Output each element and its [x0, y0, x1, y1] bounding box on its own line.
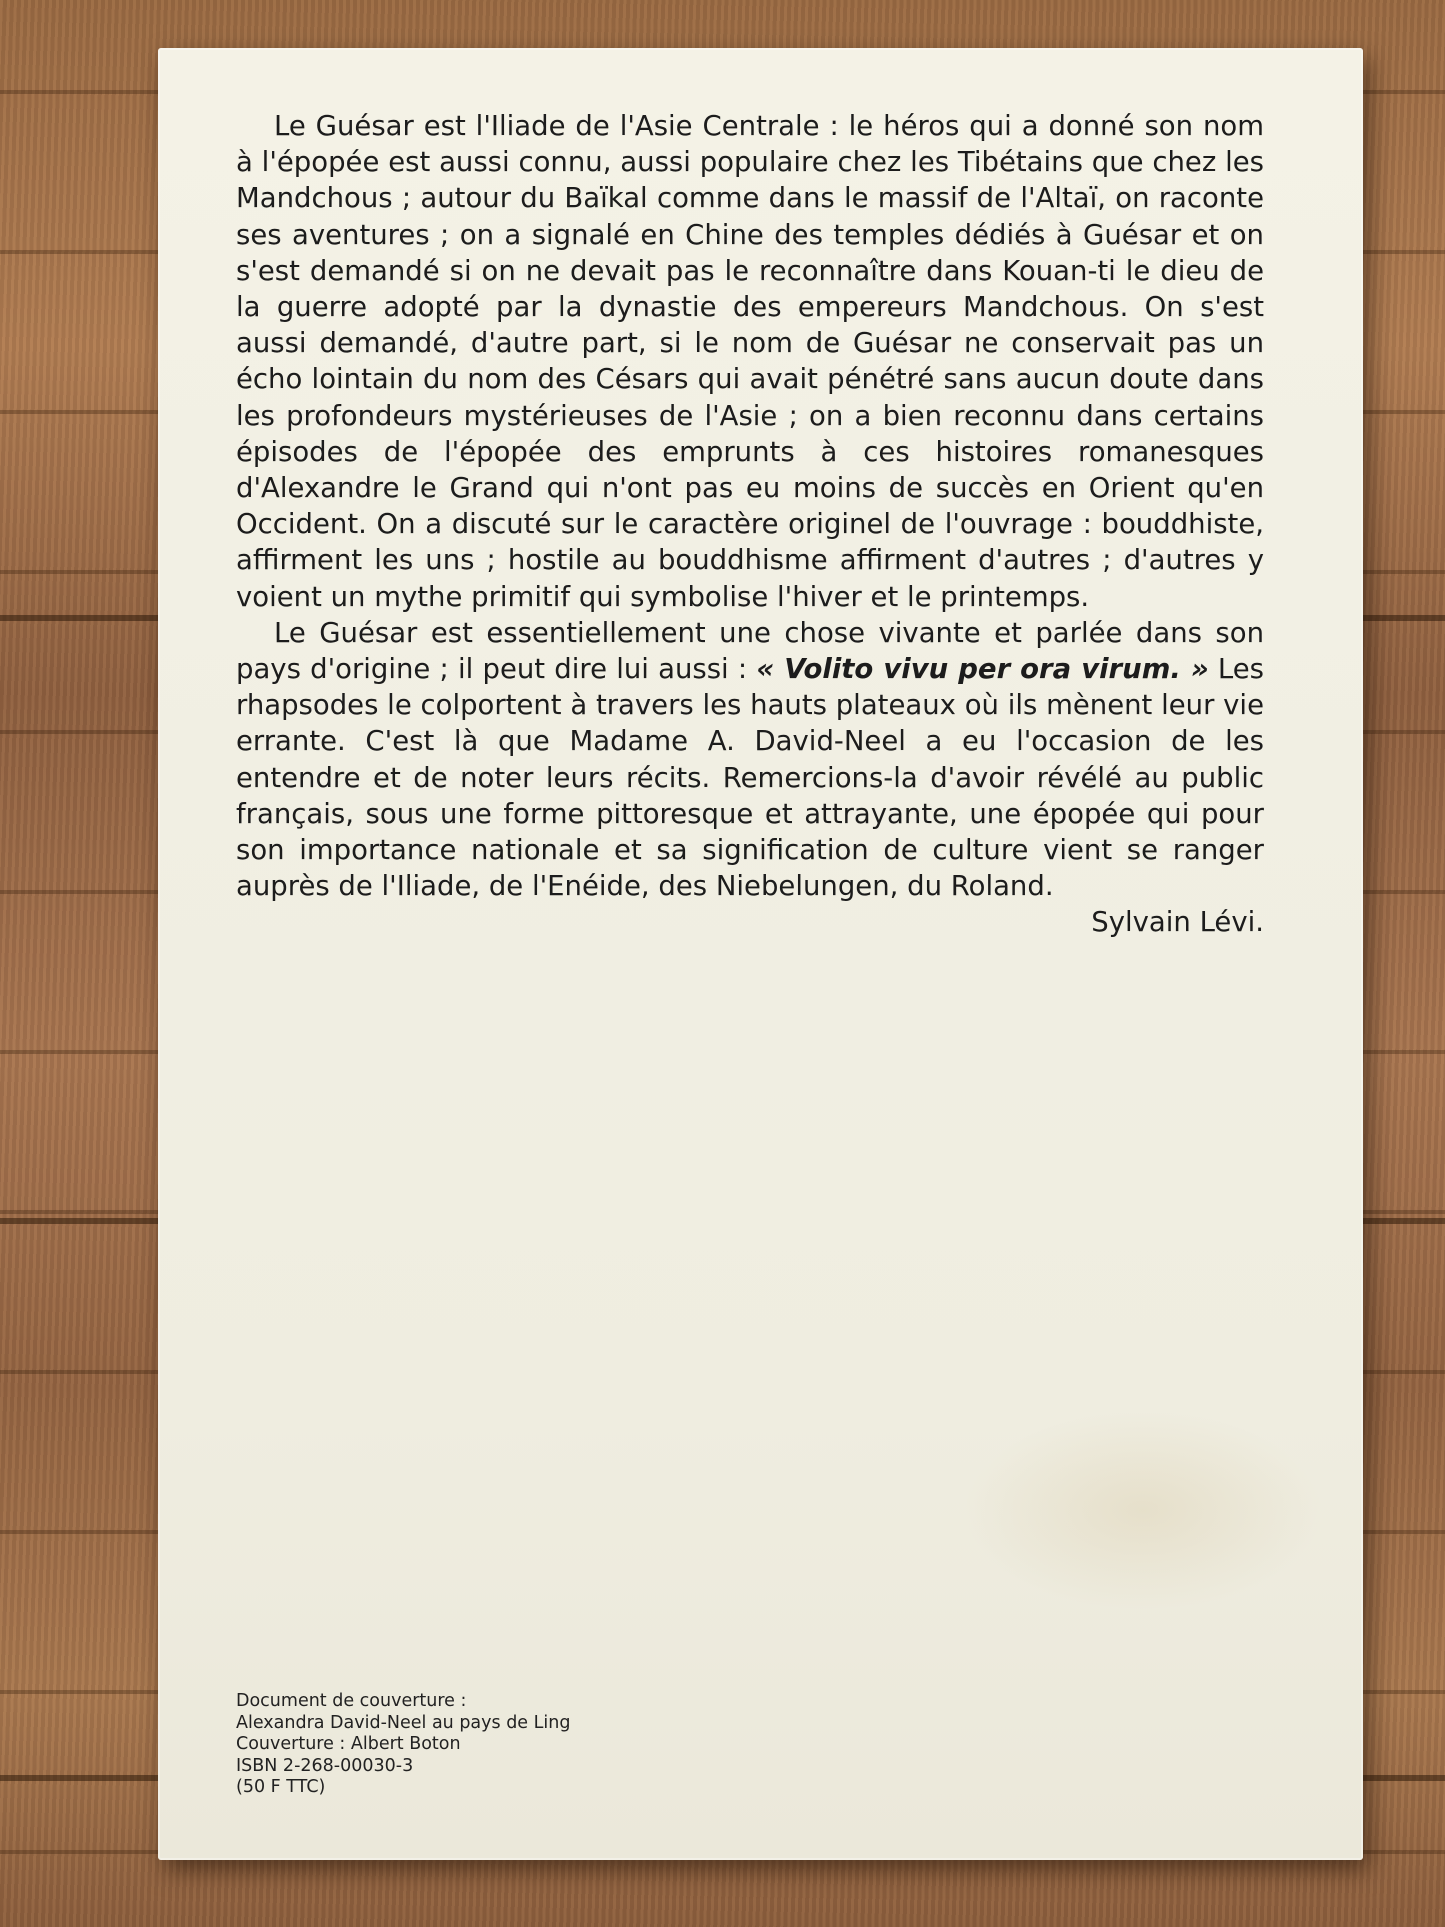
colophon-line: Document de couverture :: [236, 1691, 467, 1711]
paragraph-2-end: Les rhapsodes le colportent à travers les hauts plateaux où ils mènent leur vie errante. C'est là que Madame A. David-Neel a eu l'occasion de les entendre et de noter leurs récits. Remercions-la d'avoir révélé au public français, sous une forme pittoresque et attrayante, une épopée qui pour son importance nationale et sa signification de culture vient se ranger auprès de l'Iliade, de l'Enéide, des Niebelungen, du Roland.: [236, 653, 1265, 903]
isbn: ISBN 2-268-00030-3: [236, 1755, 414, 1776]
colophon-line: Couverture : Albert Boton: [236, 1734, 461, 1754]
paper-stain: [963, 1410, 1323, 1610]
paragraph-2-start: Le Guésar est essentiellement une chose vivante et parlée dans son pays d'origine ; il peut dire lui aussi :: [236, 616, 1264, 686]
colophon-line: Alexandra David-Neel au pays de Ling: [236, 1712, 571, 1733]
colophon: [236, 1691, 570, 1799]
blurb-paragraph-2: [236, 615, 1264, 905]
blurb-text: [236, 108, 1264, 941]
latin-quote: « Volito vivu per ora virum. »: [756, 653, 1209, 686]
author-signature: Sylvain Lévi.: [1091, 906, 1264, 939]
blurb-paragraph-1: Le Guésar est l'Iliade de l'Asie Centrale : le héros qui a donné son nom à l'épopée est aussi connu, aussi populaire chez les Tibétains que chez les Mandchous ; autour du Baïkal comme dans le massif de l'Altaï, on raconte ses aventures ; on a signalé en Chine des temples dédiés à Guésar et on s'est demandé si on ne devait pas le reconnaître dans Kouan-ti le dieu de la guerre adopté par la dynastie des empereurs Mandchous. On s'est aussi demandé, d'autre part, si le nom de Guésar ne conservait pas un écho lointain du nom des Césars qui avait pénétré sans aucun doute dans les profondeurs mystérieuses de l'Asie ; on a bien reconnu dans certains épisodes de l'épopée des emprunts à ces histoires romanesques d'Alexandre le Grand qui n'ont pas eu moins de succès en Orient qu'en Occident. On a discuté sur le caractère originel de l'ouvrage : bouddhiste, affirment les uns ; hostile au bouddhisme affirment d'autres ; d'autres y voient un mythe primitif qui symbolise l'hiver et le printemps.: [236, 110, 1264, 613]
book-back-cover: [158, 48, 1363, 1860]
price: (50 F TTC): [236, 1777, 326, 1797]
